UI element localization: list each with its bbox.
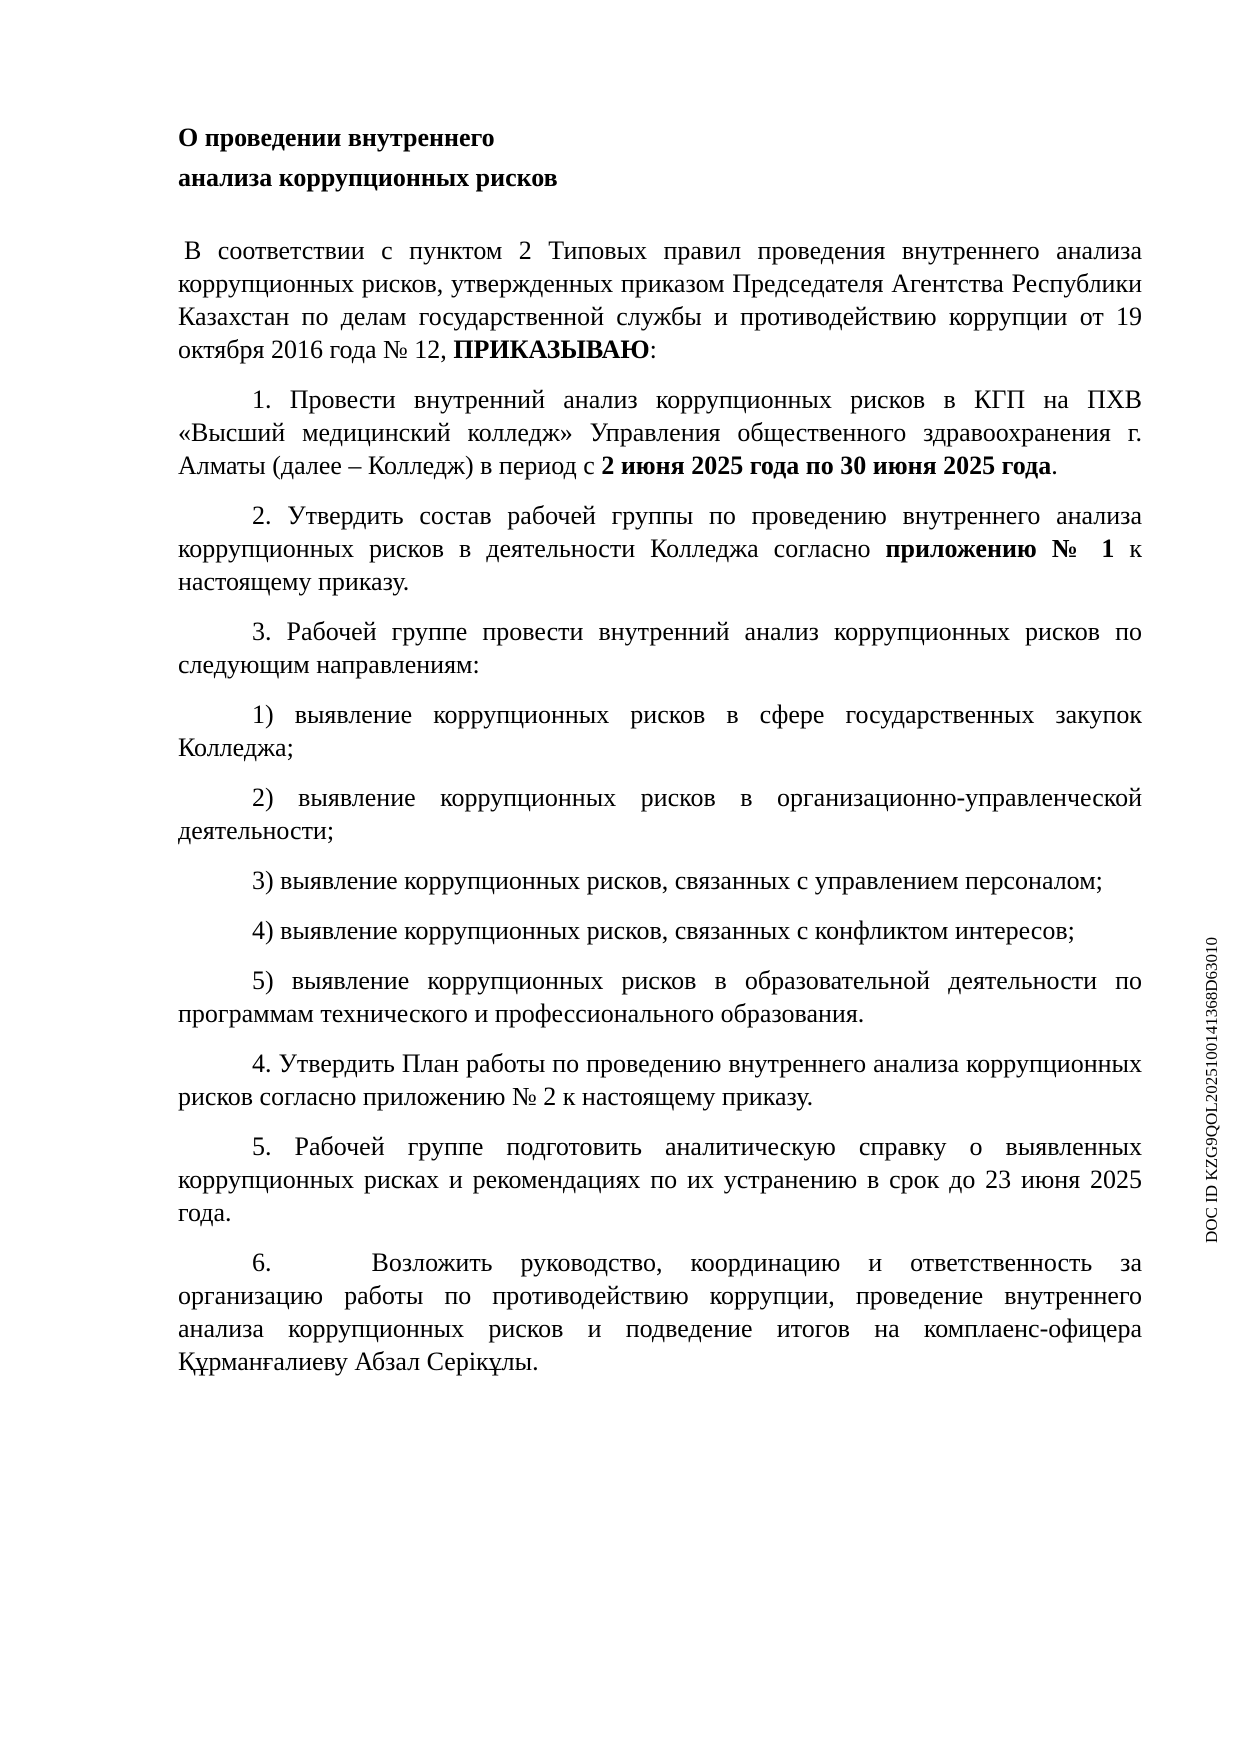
title-line-2: анализа коррупционных рисков xyxy=(178,163,558,192)
order-suffix: : xyxy=(649,335,657,364)
direction-3: 3) выявление коррупционных рисков, связанных с управлением персоналом; xyxy=(252,866,1103,895)
item-6-paragraph xyxy=(178,1246,1142,1378)
item-6-number: 6. xyxy=(252,1248,272,1277)
title-line-1: О проведении внутреннего xyxy=(178,123,495,152)
item-1-text: 1. Провести внутренний анализ коррупционных рисков в КГП на ПХВ «Высший медицинский колледж» Управления общественного здравоохранения г. Алматы (далее – Колледж) в период с xyxy=(178,385,1142,480)
item-2-paragraph xyxy=(178,499,1142,598)
direction-4: 4) выявление коррупционных рисков, связанных с конфликтом интересов; xyxy=(252,916,1075,945)
item-2-appendix: приложению № 1 xyxy=(885,534,1115,563)
order-word: ПРИКАЗЫВАЮ xyxy=(453,335,650,364)
item-1-period: 2 июня 2025 года по 30 июня 2025 года xyxy=(601,451,1052,480)
item-3-paragraph: 3. Рабочей группе провести внутренний анализ коррупционных рисков по следующим направлениям: xyxy=(178,617,1142,679)
item-5-paragraph: 5. Рабочей группе подготовить аналитическую справку о выявленных коррупционных рисках и рекомендациях по их устранению в срок до 23 июня 2025 года. xyxy=(178,1132,1142,1227)
item-2-suffix: к настоящему приказу. xyxy=(178,534,1143,596)
document-title xyxy=(178,118,558,198)
item-1-paragraph xyxy=(178,383,1142,482)
document-body xyxy=(178,234,1142,1395)
direction-5: 5) выявление коррупционных рисков в образовательной деятельности по программам технического и профессионального образования. xyxy=(178,966,1142,1028)
direction-1: 1) выявление коррупционных рисков в сфере государственных закупок Колледжа; xyxy=(178,700,1142,762)
item-2-text: 2. Утвердить состав рабочей группы по проведению внутреннего анализа коррупционных рисков в деятельности Колледжа согласно xyxy=(178,501,1142,563)
intro-paragraph xyxy=(178,234,1142,366)
item-1-suffix: . xyxy=(1051,451,1058,480)
item-6-text: Возложить руководство, координацию и ответственность за организацию работы по противодействию коррупции, проведение внутреннего анализа коррупционных рисков и подведение итогов на комплаенс-офицера Құрманғалиеву Абзал Серікұлы. xyxy=(178,1248,1142,1376)
item-4-paragraph: 4. Утвердить План работы по проведению внутреннего анализа коррупционных рисков согласно приложению № 2 к настоящему приказу. xyxy=(178,1049,1142,1111)
doc-id-label: DOC ID KZG9QOL2025100141368D63010 xyxy=(1202,937,1221,1243)
intro-text: В соответствии с пунктом 2 Типовых правил проведения внутреннего анализа коррупционных рисков, утвержденных приказом Председателя Агентства Республики Казахстан по делам государственной службы и противодействию коррупции от 19 октября 2016 года № 12, xyxy=(178,236,1142,364)
direction-2: 2) выявление коррупционных рисков в организационно-управленческой деятельности; xyxy=(178,783,1142,845)
